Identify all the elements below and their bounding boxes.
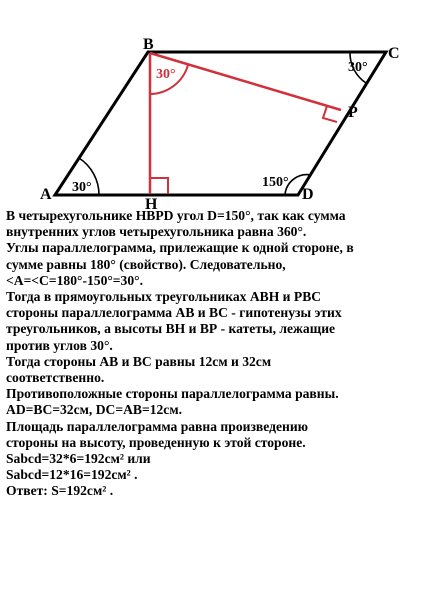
- solution-line: <A=<C=180°-150°=30°.: [6, 272, 143, 288]
- angle-label-d: 150°: [262, 175, 289, 190]
- solution-line: треугольников, а высоты ВН и ВР - катеты, лежащие: [6, 321, 336, 337]
- right-angle-mark-h: [150, 178, 168, 194]
- solution-line: стороны на высоту, проведенную к этой стороне.: [6, 434, 306, 450]
- parallelogram-figure: [0, 0, 424, 210]
- solution-line: Ответ: S=192см² .: [6, 483, 114, 499]
- solution-line: Углы параллелограмма, прилежащие к одной стороне, в: [6, 240, 354, 256]
- angle-label-a: 30°: [72, 180, 92, 195]
- vertex-label-c: C: [388, 45, 400, 62]
- solution-line: В четырехугольнике HBPD угол D=150°, так как сумма: [6, 208, 346, 223]
- angle-label-b: 30°: [156, 67, 176, 82]
- vertex-label-h: H: [145, 196, 158, 210]
- solution-line: Противоположные стороны параллелограмма равны.: [6, 386, 339, 402]
- solution-line: соответственно.: [6, 370, 105, 386]
- solution-line: против углов 30°.: [6, 337, 113, 353]
- solution-text: [6, 208, 420, 500]
- vertex-label-p: P: [348, 104, 358, 121]
- angle-label-c: 30°: [348, 60, 368, 75]
- vertex-label-d: D: [302, 186, 314, 203]
- solution-line: AD=BC=32см, DC=AB=12см.: [6, 402, 182, 418]
- vertex-label-a: A: [40, 186, 52, 203]
- solution-line: Sabcd=12*16=192см² .: [6, 467, 138, 483]
- solution-line: Площадь параллелограмма равна произведению: [6, 418, 309, 434]
- solution-line: сумме равны 180° (свойство). Следовательно,: [6, 256, 286, 272]
- solution-line: Тогда в прямоугольных треугольниках ABH и PBC: [6, 289, 322, 305]
- solution-line: внутренних углов четырехугольника равна 360°.: [6, 224, 307, 240]
- solution-line: Тогда стороны AB и BC равны 12см и 32см: [6, 353, 272, 369]
- solution-line: Sabcd=32*6=192см² или: [6, 451, 151, 467]
- solution-line: стороны параллелограмма АВ и ВС - гипотенузы этих: [6, 305, 342, 321]
- vertex-label-b: B: [143, 36, 154, 53]
